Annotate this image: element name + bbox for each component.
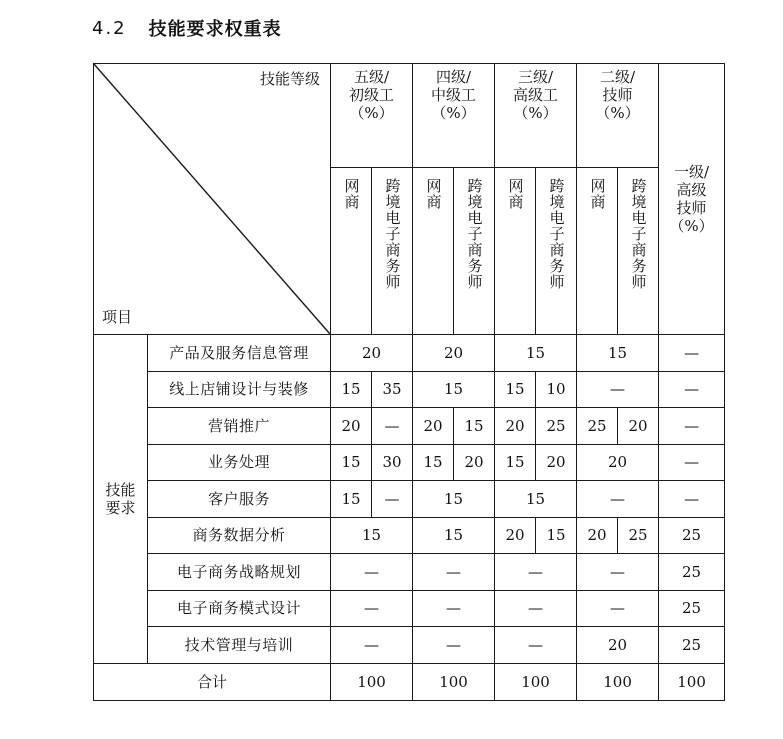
table-row [94,408,725,445]
weight-cell: 35 [372,371,413,408]
category-cell [94,335,148,664]
level-4-title: 中级工 [431,86,477,104]
weight-cell: 20 [331,408,372,445]
table-row [94,554,725,591]
diagonal-line [94,64,330,334]
weight-cell: — [577,481,659,518]
sub-col-wangshang: 网商 [577,168,618,335]
weight-cell: — [659,335,725,372]
section-number: 4.2 [92,17,127,39]
level-2-header [577,64,659,168]
weight-cell: 20 [331,335,413,372]
weight-cell: 15 [454,408,495,445]
item-name: 客户服务 [148,481,331,518]
table-row [94,590,725,627]
weight-cell: — [659,444,725,481]
level-4-header [413,64,495,168]
weight-cell: 15 [495,371,536,408]
weight-cell: — [372,481,413,518]
weight-cell: 25 [659,517,725,554]
table-row [94,444,725,481]
weight-cell: 20 [577,627,659,664]
weight-cell: — [659,371,725,408]
level-2-unit: （%） [595,104,640,122]
weight-cell: 20 [577,444,659,481]
sub-col-wangshang: 网商 [413,168,454,335]
weight-cell: 15 [495,444,536,481]
level-5-grade: 五级/ [353,68,390,86]
total-cell: 100 [413,663,495,700]
weight-cell: 15 [413,481,495,518]
weight-cell: 15 [331,481,372,518]
weight-cell: 15 [331,444,372,481]
weight-cell: 20 [413,335,495,372]
skill-weight-table [93,63,725,701]
weight-cell: — [577,590,659,627]
table-row [94,481,725,518]
total-cell: 100 [577,663,659,700]
item-name: 营销推广 [148,408,331,445]
weight-cell: 25 [618,517,659,554]
weight-cell: — [413,627,495,664]
level-3-header [495,64,577,168]
sub-col-wangshang: 网商 [331,168,372,335]
level-5-unit: （%） [349,104,394,122]
section-heading [92,14,282,42]
weight-cell: 20 [413,408,454,445]
level-4-grade: 四级/ [435,68,472,86]
weight-cell: 15 [331,371,372,408]
weight-cell: — [331,627,413,664]
level-1-unit: （%） [669,217,714,235]
weight-cell: 20 [618,408,659,445]
total-label: 合计 [94,663,331,700]
skill-level-header: 技能等级 [259,70,320,88]
sub-col-crossborder: 跨境电子商务师 [536,168,577,335]
section-title: 技能要求权重表 [148,19,282,40]
weight-cell: 25 [577,408,618,445]
item-name: 业务处理 [148,444,331,481]
total-row [94,663,725,700]
weight-cell: 25 [536,408,577,445]
weight-cell: 10 [536,371,577,408]
weight-cell: — [495,627,577,664]
weight-cell: 20 [577,517,618,554]
weight-cell: 25 [659,590,725,627]
item-name: 技术管理与培训 [148,627,331,664]
weight-cell: 20 [454,444,495,481]
weight-cell: — [495,554,577,591]
weight-cell: 25 [659,554,725,591]
level-1-title-a: 高级 [676,181,707,199]
total-cell: 100 [659,663,725,700]
weight-cell: 15 [413,444,454,481]
weight-cell: — [577,371,659,408]
item-header: 项目 [102,308,133,326]
weight-cell: — [413,590,495,627]
level-1-header [659,64,725,335]
category-line-1: 技能 [105,480,136,499]
item-name: 电子商务模式设计 [148,590,331,627]
sub-col-wangshang: 网商 [495,168,536,335]
weight-cell: 20 [495,517,536,554]
table-row [94,627,725,664]
table-row [94,517,725,554]
weight-cell: — [495,590,577,627]
weight-cell: 20 [495,408,536,445]
level-4-unit: （%） [431,104,476,122]
weight-cell: 30 [372,444,413,481]
total-cell: 100 [495,663,577,700]
weight-cell: 15 [577,335,659,372]
sub-col-crossborder: 跨境电子商务师 [372,168,413,335]
weight-cell: — [372,408,413,445]
item-name: 商务数据分析 [148,517,331,554]
weight-cell: — [659,408,725,445]
level-5-title: 初级工 [349,86,395,104]
level-2-title: 技师 [602,86,633,104]
total-cell: 100 [331,663,413,700]
level-2-grade: 二级/ [600,68,636,86]
weight-cell: 15 [495,481,577,518]
weight-cell: — [331,554,413,591]
weight-cell: 15 [536,517,577,554]
level-1-grade: 一级/ [674,163,710,181]
weight-cell: 15 [495,335,577,372]
item-name: 产品及服务信息管理 [148,335,331,372]
table-row [94,335,725,372]
table-row [94,371,725,408]
corner-diagonal-cell [94,64,331,335]
weight-cell: — [331,590,413,627]
weight-cell: — [659,481,725,518]
level-5-header [331,64,413,168]
level-3-title: 高级工 [513,86,559,104]
level-3-unit: （%） [513,104,558,122]
weight-cell: 15 [413,517,495,554]
category-line-2: 要求 [105,498,136,517]
weight-cell: 15 [331,517,413,554]
sub-col-crossborder: 跨境电子商务师 [618,168,659,335]
weight-cell: 15 [413,371,495,408]
weight-cell: — [577,554,659,591]
level-1-title-b: 技师 [676,199,707,217]
item-name: 电子商务战略规划 [148,554,331,591]
weight-cell: 25 [659,627,725,664]
weight-cell: — [413,554,495,591]
level-3-grade: 三级/ [518,68,554,86]
item-name: 线上店铺设计与装修 [148,371,331,408]
sub-col-crossborder: 跨境电子商务师 [454,168,495,335]
weight-cell: 20 [536,444,577,481]
